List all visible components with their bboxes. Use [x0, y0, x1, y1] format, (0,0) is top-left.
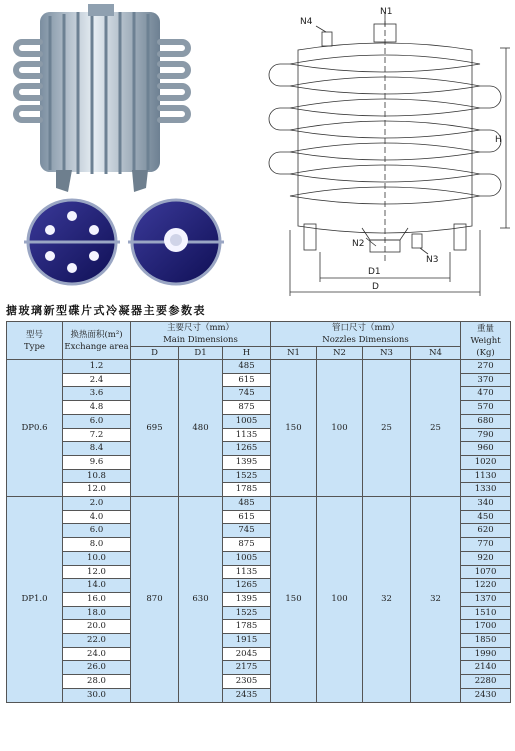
h-cell: 615 — [223, 373, 271, 387]
h-cell: 2305 — [223, 675, 271, 689]
h-cell: 1005 — [223, 551, 271, 565]
weight-cell: 570 — [461, 401, 511, 415]
col-h-header: H — [223, 347, 271, 360]
weight-header-unit: (Kg) — [476, 347, 495, 358]
section-title: 搪玻璃新型碟片式冷凝器主要参数表 — [6, 304, 206, 317]
weight-cell: 1990 — [461, 647, 511, 661]
condenser-photo — [6, 2, 218, 194]
n1-cell: 150 — [271, 497, 317, 703]
spec-table — [6, 321, 511, 703]
d-cell: 870 — [131, 497, 179, 703]
main-dimensions-header — [131, 322, 271, 347]
n1-cell: 150 — [271, 360, 317, 497]
weight-cell: 1070 — [461, 565, 511, 579]
area-cell: 22.0 — [63, 634, 131, 648]
area-cell: 8.4 — [63, 442, 131, 456]
h-cell: 1785 — [223, 620, 271, 634]
weight-cell: 2430 — [461, 688, 511, 702]
label-n2: N2 — [352, 239, 365, 249]
h-cell: 485 — [223, 497, 271, 511]
area-cell: 4.8 — [63, 401, 131, 415]
area-cell: 20.0 — [63, 620, 131, 634]
h-cell: 875 — [223, 538, 271, 552]
area-cell: 30.0 — [63, 688, 131, 702]
h-cell: 745 — [223, 524, 271, 538]
label-h: H — [495, 135, 502, 145]
col-n3-header: N3 — [363, 347, 411, 360]
weight-cell: 920 — [461, 551, 511, 565]
weight-cell: 470 — [461, 387, 511, 401]
main-header-en: Main Dimensions — [163, 335, 238, 345]
area-cell: 12.0 — [63, 565, 131, 579]
area-cell: 7.2 — [63, 428, 131, 442]
h-cell: 1395 — [223, 592, 271, 606]
table-header-row-1 — [7, 322, 511, 347]
main-header-cn: 主要尺寸（mm） — [166, 323, 235, 333]
label-n3: N3 — [426, 255, 439, 265]
nozzle-dimensions-header — [271, 322, 461, 347]
weight-cell: 770 — [461, 538, 511, 552]
area-cell: 6.0 — [63, 414, 131, 428]
area-cell: 16.0 — [63, 592, 131, 606]
col-n2-header: N2 — [317, 347, 363, 360]
col-n1-header: N1 — [271, 347, 317, 360]
weight-header-en: Weight — [470, 335, 501, 346]
h-cell: 1135 — [223, 565, 271, 579]
area-cell: 2.0 — [63, 497, 131, 511]
disc-photo-right — [126, 194, 226, 288]
h-cell: 875 — [223, 401, 271, 415]
h-cell: 1265 — [223, 579, 271, 593]
h-cell: 1265 — [223, 442, 271, 456]
weight-cell: 370 — [461, 373, 511, 387]
disc-photo-left — [22, 194, 122, 288]
area-cell: 8.0 — [63, 538, 131, 552]
d-cell: 695 — [131, 360, 179, 497]
area-cell: 12.0 — [63, 483, 131, 497]
weight-cell: 1020 — [461, 455, 511, 469]
col-weight-header — [461, 322, 511, 360]
area-header-en: Exchange area — [64, 341, 129, 352]
n2-cell: 100 — [317, 497, 363, 703]
h-cell: 2175 — [223, 661, 271, 675]
h-cell: 745 — [223, 387, 271, 401]
weight-cell: 1510 — [461, 606, 511, 620]
d1-cell: 630 — [179, 497, 223, 703]
label-n1: N1 — [380, 7, 393, 17]
table-row — [7, 360, 511, 374]
nozzle-header-en: Nozzles Dimensions — [322, 335, 409, 345]
h-cell: 1005 — [223, 414, 271, 428]
technical-drawing — [244, 2, 512, 302]
h-cell: 1395 — [223, 455, 271, 469]
area-cell: 10.8 — [63, 469, 131, 483]
weight-cell: 1850 — [461, 634, 511, 648]
h-cell: 485 — [223, 360, 271, 374]
col-d-header: D — [131, 347, 179, 360]
model-cell: DP0.6 — [7, 360, 63, 497]
area-cell: 10.0 — [63, 551, 131, 565]
h-cell: 1785 — [223, 483, 271, 497]
h-cell: 1525 — [223, 469, 271, 483]
n3-cell: 32 — [363, 497, 411, 703]
area-cell: 6.0 — [63, 524, 131, 538]
weight-header-cn: 重量 — [477, 323, 495, 334]
weight-cell: 2280 — [461, 675, 511, 689]
label-d: D — [372, 282, 379, 292]
area-cell: 3.6 — [63, 387, 131, 401]
weight-cell: 340 — [461, 497, 511, 511]
area-cell: 24.0 — [63, 647, 131, 661]
table-row — [7, 497, 511, 511]
col-d1-header: D1 — [179, 347, 223, 360]
weight-cell: 1220 — [461, 579, 511, 593]
d1-cell: 480 — [179, 360, 223, 497]
h-cell: 615 — [223, 510, 271, 524]
weight-cell: 620 — [461, 524, 511, 538]
area-cell: 26.0 — [63, 661, 131, 675]
area-cell: 9.6 — [63, 455, 131, 469]
n4-cell: 32 — [411, 497, 461, 703]
weight-cell: 270 — [461, 360, 511, 374]
h-cell: 1135 — [223, 428, 271, 442]
n4-cell: 25 — [411, 360, 461, 497]
h-cell: 2435 — [223, 688, 271, 702]
weight-cell: 790 — [461, 428, 511, 442]
h-cell: 2045 — [223, 647, 271, 661]
weight-cell: 1330 — [461, 483, 511, 497]
weight-cell: 1130 — [461, 469, 511, 483]
h-cell: 1525 — [223, 606, 271, 620]
weight-cell: 2140 — [461, 661, 511, 675]
n3-cell: 25 — [363, 360, 411, 497]
area-header-cn: 换热面积(m²) — [70, 329, 123, 340]
weight-cell: 960 — [461, 442, 511, 456]
area-cell: 1.2 — [63, 360, 131, 374]
model-header-en: Type — [24, 341, 45, 352]
model-header-cn: 型号 — [25, 329, 43, 340]
label-n4: N4 — [300, 17, 313, 27]
area-cell: 14.0 — [63, 579, 131, 593]
weight-cell: 680 — [461, 414, 511, 428]
area-cell: 2.4 — [63, 373, 131, 387]
weight-cell: 1370 — [461, 592, 511, 606]
n2-cell: 100 — [317, 360, 363, 497]
label-d1: D1 — [368, 267, 381, 277]
col-n4-header: N4 — [411, 347, 461, 360]
area-cell: 18.0 — [63, 606, 131, 620]
area-cell: 28.0 — [63, 675, 131, 689]
col-area-header — [63, 322, 131, 360]
weight-cell: 1700 — [461, 620, 511, 634]
nozzle-header-cn: 管口尺寸（mm） — [331, 323, 400, 333]
weight-cell: 450 — [461, 510, 511, 524]
spec-table-body — [7, 360, 511, 703]
h-cell: 1915 — [223, 634, 271, 648]
col-model-header — [7, 322, 63, 360]
model-cell: DP1.0 — [7, 497, 63, 703]
area-cell: 4.0 — [63, 510, 131, 524]
